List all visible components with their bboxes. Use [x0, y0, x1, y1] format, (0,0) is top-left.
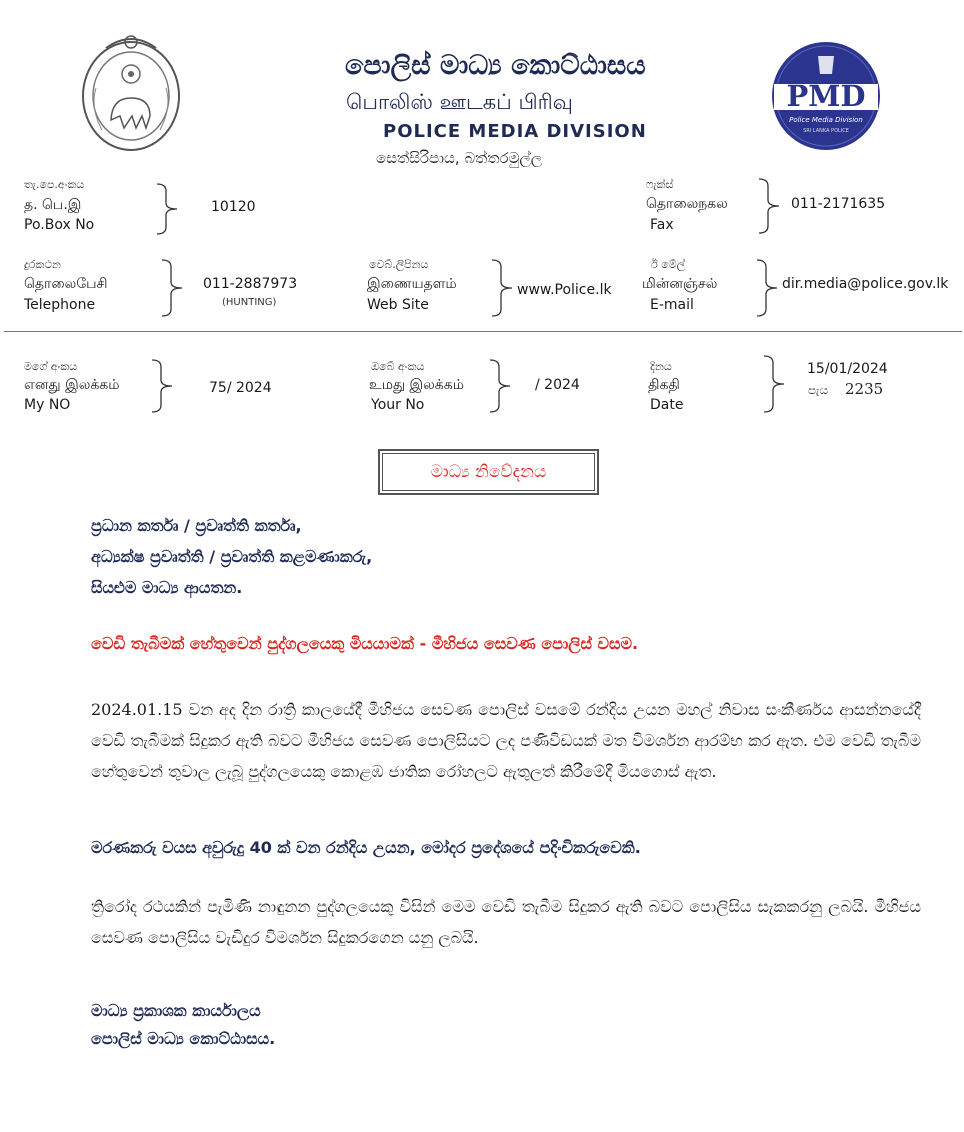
- brace: [762, 355, 788, 413]
- address: සෙත්සිරිපාය, බත්තරමුල්ල: [376, 149, 543, 167]
- notice-title-box: [378, 449, 599, 495]
- my-no-label-ta: எனது இலக்கம்: [24, 377, 120, 393]
- website-label-si: වෙබ්.ලිපිනය: [369, 258, 429, 271]
- website-label-en: Web Site: [367, 297, 429, 313]
- body-paragraph-3: ත්‍රිරෝද රථයකින් පැමිණි නාඳුනන පුද්ගලයෙකු විසින් මෙම වෙඩි තැබීම සිදුකර ඇති බවට පොලිසිය සැකකරනු ලබයි. මීහිජය සෙවණ පොලිසිය වැඩිදුර විමර්ශන සිදුකරගෙන යනු ලබයි.: [91, 897, 921, 947]
- header-divider: [4, 331, 962, 332]
- pmd-logo-sub: SRI LANKA POLICE: [803, 128, 849, 134]
- telephone-label-ta: தொலைபேசி: [24, 276, 108, 292]
- date-label-en: Date: [650, 397, 684, 413]
- your-no-label-en: Your No: [371, 397, 425, 413]
- website-label-ta: இணையதளம்: [367, 276, 457, 292]
- recipient-line-1: ප්‍රධාන කර්තෘ / ප්‍රවෘත්ති කර්තෘ,: [91, 516, 302, 535]
- fax-label-si: ෆැක්ස්: [646, 178, 674, 191]
- fax-label-en: Fax: [650, 217, 674, 233]
- date-label-si: දිනය: [650, 360, 672, 373]
- email-value[interactable]: dir.media@police.gov.lk: [782, 276, 949, 292]
- email-label-ta: மின்னஞ்சல்: [642, 276, 718, 292]
- brace: [490, 259, 516, 317]
- body-paragraph-2: මරණකරු වයස අවුරුදු 40 ක් වන රන්දිය උයන, මෝදර ප්‍රදේශයේ පදිංචිකරුවෙකි.: [91, 838, 641, 857]
- fax-value: 011-2171635: [791, 196, 886, 212]
- pobox-label-ta: த. பெ.இ: [24, 197, 82, 213]
- website-value[interactable]: www.Police.lk: [517, 282, 612, 298]
- my-no-value: 75/ 2024: [209, 380, 272, 396]
- brace: [755, 259, 781, 317]
- your-no-value: / 2024: [535, 377, 580, 393]
- recipient-line-3: සියළුම මාධ්‍ය ආයතන.: [91, 578, 243, 597]
- signature-line-2: පොලිස් මාධ්‍ය කොට්ඨාසය.: [91, 1029, 276, 1048]
- telephone-label-si: දුරකථන: [24, 258, 61, 271]
- telephone-value: 011-2887973: [203, 276, 298, 292]
- title-english: POLICE MEDIA DIVISION: [383, 121, 647, 142]
- title-tamil: பொலிஸ் ஊடகப் பிரிவு: [346, 90, 573, 114]
- body-paragraph-1: 2024.01.15 වන අද දින රාත්‍රි කාලයේදී මීහිජය සෙවණ පොලිස් වසමේ රන්දිය උයන මහල් නිවාස සංකීර්ණය ආසන්නයේදී වෙඩි තැබීමක් සිදුකර ඇති බවට මීහිජය සෙවණ පොලිසියට ලද පණිවිඩයක් මත විමර්ශන ආරම්භ කර ඇත. එම වෙඩි තැබීම හේතුවෙන් තුවාල ලැබූ පුද්ගලයෙකු කොළඹ ජාතික රෝහලට ඇතුලත් කිරීමේදී මියගොස් ඇත.: [91, 700, 921, 781]
- time-value: 2235: [845, 380, 884, 398]
- pobox-label-en: Po.Box No: [24, 217, 95, 233]
- pmd-logo-text: PMD: [786, 79, 866, 113]
- pobox-value: 10120: [211, 199, 256, 215]
- police-crest-logo: [76, 28, 186, 156]
- telephone-note: (HUNTING): [222, 297, 277, 308]
- notice-title: මාධ්‍ය නිවේදනය: [430, 462, 547, 482]
- fax-label-ta: தொலைநகல: [646, 196, 728, 212]
- brace: [150, 359, 176, 413]
- my-no-label-en: My NO: [24, 397, 71, 413]
- date-value: 15/01/2024: [807, 361, 888, 377]
- email-label-en: E-mail: [650, 297, 694, 313]
- brace: [155, 183, 181, 235]
- brace: [488, 359, 514, 413]
- telephone-label-en: Telephone: [24, 297, 96, 313]
- pobox-label-si: තැ.පෙ.අංකය: [24, 178, 85, 191]
- date-label-ta: திகதி: [648, 377, 680, 393]
- brace: [757, 178, 783, 234]
- your-no-label-si: ඔබේ අංකය: [371, 360, 425, 373]
- brace: [160, 259, 186, 317]
- email-label-si: ඊ මේල්: [651, 258, 686, 271]
- my-no-label-si: මගේ අංකය: [24, 360, 78, 373]
- your-no-label-ta: உமது இலக்கம்: [369, 377, 464, 393]
- signature-line-1: මාධ්‍ය ප්‍රකාශක කාර්යාලය: [91, 1001, 261, 1020]
- title-sinhala: පොලිස් මාධ්‍ය කොට්ඨාසය: [345, 50, 646, 81]
- time-label: පැය: [808, 383, 829, 397]
- pmd-logo-ring: Police Media Division: [789, 116, 863, 124]
- pmd-logo: [770, 40, 882, 152]
- headline: වෙඩි තැබීමක් හේතුවෙන් පුද්ගලයෙකු මියයාමක් - මීහිජය සෙවණ පොලිස් වසම.: [91, 634, 639, 653]
- recipient-line-2: අධ්‍යක්ෂ ප්‍රවෘත්ති / ප්‍රවෘත්ති කළමණාකරු,: [91, 547, 373, 566]
